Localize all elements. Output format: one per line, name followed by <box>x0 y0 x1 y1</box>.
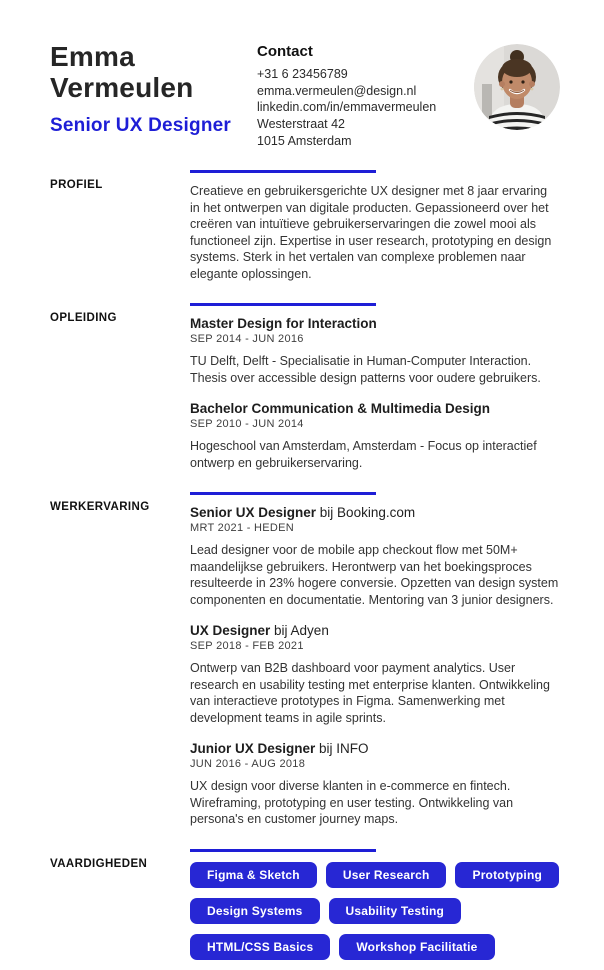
contact-email: emma.vermeulen@design.nl <box>257 83 417 98</box>
section-label-vaardigheden: VAARDIGHEDEN <box>50 857 148 870</box>
work-entry <box>190 505 560 608</box>
section-label-profiel: PROFIEL <box>50 179 103 192</box>
contact-heading: Contact <box>257 43 313 60</box>
section-rule <box>190 170 376 173</box>
section-content-vaardigheden <box>190 849 560 970</box>
skill-badge: Design Systems <box>190 898 320 924</box>
skills-row <box>190 898 560 924</box>
education-entry <box>190 401 560 471</box>
education-date: SEP 2014 - JUN 2016 <box>190 333 304 346</box>
education-description: TU Delft, Delft - Specialisatie in Human-Computer Interaction. Thesis over accessible design patterns voor oudere gebruikers. <box>190 354 541 385</box>
section-label-werkervaring: WERKERVARING <box>50 501 150 514</box>
education-title: Master Design for Interaction <box>190 316 377 332</box>
contact-phone: +31 6 23456789 <box>257 67 348 81</box>
work-entry <box>190 623 560 726</box>
work-description: Lead designer voor de mobile app checkout flow met 50M+ maandelijkse gebruikers. Herontwerp van het boekingsproces resulteerde in 23% hogere conversie. Opzetten van design system componenten en documentatie. Mentoring van 3 junior designers. <box>190 543 559 607</box>
profile-photo <box>474 44 560 130</box>
person-name <box>50 42 257 104</box>
section-rule <box>190 303 376 306</box>
skill-badge: User Research <box>326 862 447 888</box>
contact-city: 1015 Amsterdam <box>257 133 352 148</box>
work-role: Junior UX Designer <box>190 741 316 757</box>
identity-block <box>50 42 257 149</box>
contact-block <box>257 42 474 149</box>
work-title <box>190 741 560 756</box>
person-name-line2: Vermeulen <box>50 71 194 103</box>
work-entry <box>190 741 560 828</box>
section-rule <box>190 849 376 852</box>
profile-photo-illustration <box>474 44 560 130</box>
profile-summary-text: Creatieve en gebruikersgerichte UX designer met 8 jaar ervaring in het ontwerpen van digitale producten. Gepassioneerd over het creëren van intuïtieve gebruikerservaringen die zowel mooi als functioneel zijn. Expertise in user research, prototyping en design systems. Sterk in het vertalen van complexe problemen naar elegante oplossingen. <box>190 184 552 281</box>
work-title <box>190 505 560 520</box>
skill-badge: Figma & Sketch <box>190 862 317 888</box>
skill-badge: Prototyping <box>455 862 559 888</box>
education-date: SEP 2010 - JUN 2014 <box>190 418 304 431</box>
person-job-title: Senior UX Designer <box>50 114 231 136</box>
person-name-line1: Emma <box>50 41 135 72</box>
work-company: bij Booking.com <box>316 505 416 521</box>
skills-row <box>190 862 560 888</box>
work-date: MRT 2021 - HEDEN <box>190 522 295 535</box>
header <box>0 0 604 149</box>
section-rule <box>190 492 376 495</box>
section-vaardigheden <box>0 849 604 970</box>
education-description: Hogeschool van Amsterdam, Amsterdam - Focus op interactief ontwerp en gebruikerservaring. <box>190 439 537 470</box>
education-title: Bachelor Communication & Multimedia Design <box>190 401 491 417</box>
work-date: SEP 2018 - FEB 2021 <box>190 640 304 653</box>
section-content-profiel <box>190 170 560 282</box>
work-description: UX design voor diverse klanten in e-commerce en fintech. Wireframing, prototyping en user testing. Ontwikkeling van persona's en customer journey maps. <box>190 779 514 827</box>
work-company: bij INFO <box>315 741 369 757</box>
education-entry <box>190 316 560 386</box>
section-label-opleiding: OPLEIDING <box>50 312 117 325</box>
work-description: Ontwerp van B2B dashboard voor payment analytics. User research en usability testing met enterprise klanten. Ontwikkeling van interactieve prototypes in Figma. Samenwerking met development teams in agile sprints. <box>190 661 550 725</box>
skill-badge: Workshop Facilitatie <box>339 934 494 960</box>
skills-row <box>190 934 560 960</box>
work-date: JUN 2016 - AUG 2018 <box>190 758 306 771</box>
work-role: UX Designer <box>190 623 271 639</box>
contact-street: Westerstraat 42 <box>257 116 346 131</box>
contact-linkedin: linkedin.com/in/emmavermeulen <box>257 100 437 115</box>
skill-badge: Usability Testing <box>329 898 462 924</box>
section-content-opleiding <box>190 303 560 471</box>
section-opleiding <box>0 303 604 471</box>
work-role: Senior UX Designer <box>190 505 317 521</box>
skill-badge: HTML/CSS Basics <box>190 934 330 960</box>
section-profiel <box>0 170 604 282</box>
work-company: bij Adyen <box>270 623 329 639</box>
section-content-werkervaring <box>190 492 560 828</box>
section-werkervaring <box>0 492 604 828</box>
work-title <box>190 623 560 638</box>
